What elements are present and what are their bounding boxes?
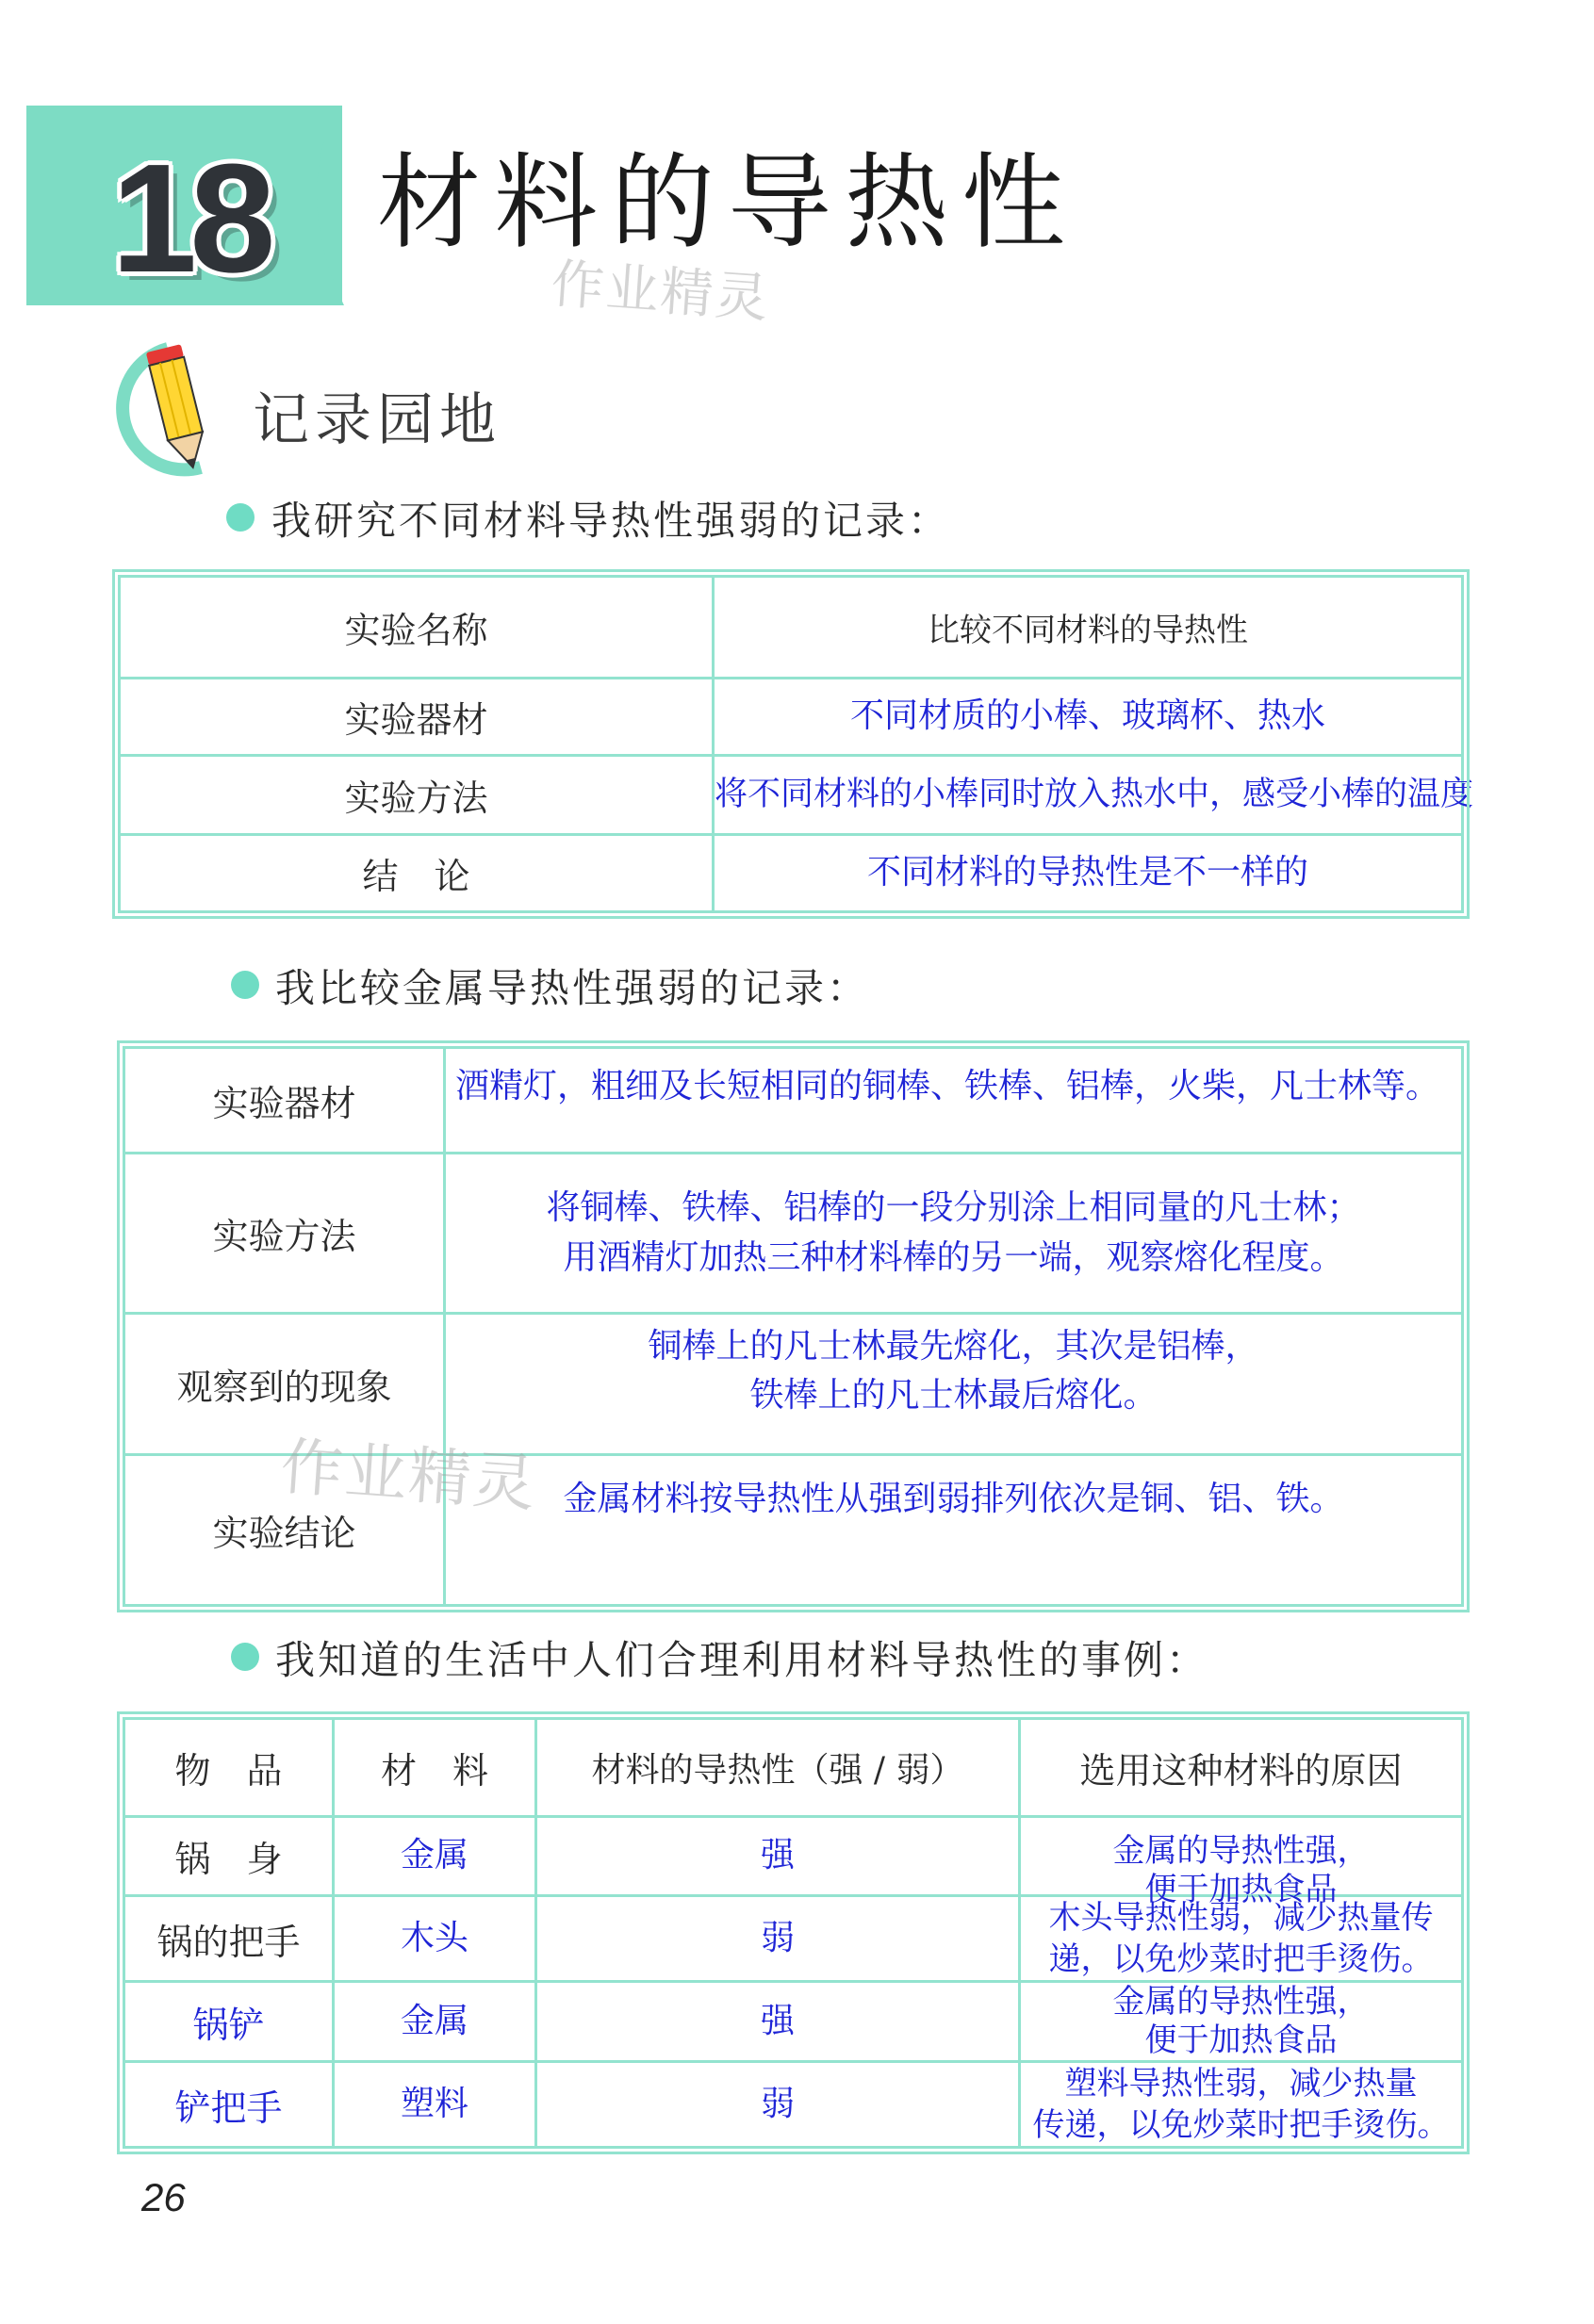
reason-line: 便于加热食品 (1144, 1870, 1338, 1908)
example-table (123, 1717, 1464, 2149)
column-header: 材 料 (334, 1719, 536, 1817)
row-label: 实验器材 (120, 679, 714, 756)
table-header-row (124, 1719, 1463, 1817)
conductivity-cell: 弱 (536, 2061, 1020, 2147)
reason-line: 木头导热性弱，减少热量传 (1048, 1899, 1434, 1937)
item-cell: 铲把手 (124, 2061, 334, 2147)
column-header: 选用这种材料的原因 (1020, 1719, 1463, 1817)
row-label: 实验结论 (124, 1455, 445, 1606)
row-label: 结 论 (120, 835, 714, 912)
conductivity-cell: 强 (536, 1982, 1020, 2062)
answer-text (445, 1314, 1463, 1455)
row-label: 实验名称 (120, 577, 714, 679)
conductivity-cell: 强 (536, 1817, 1020, 1896)
experiment-table-2 (123, 1046, 1464, 1607)
chapter-number: 18 (111, 132, 269, 304)
answer-text: 不同材料的导热性是不一样的 (714, 835, 1463, 912)
reason-cell (1020, 1896, 1463, 1982)
bullet-icon (231, 1643, 259, 1671)
answer-text: 将不同材料的小棒同时放入热水中，感受小棒的温度 (714, 756, 1463, 835)
watermark: 作业精灵 (549, 253, 772, 331)
pencil-icon (111, 337, 238, 479)
title-band-edge (283, 106, 386, 305)
table-row (124, 1982, 1463, 2062)
reason-line: 金属的导热性强， (1112, 1831, 1370, 1870)
page-title: 材料的导热性 (377, 142, 1078, 263)
answer-text: 金属材料按导热性从强到弱排列依次是铜、铝、铁。 (445, 1455, 1463, 1606)
page-number: 26 (141, 2175, 186, 2219)
table1-intro: 我研究不同材料导热性强弱的记录： (271, 498, 951, 544)
material-cell: 木头 (334, 1896, 536, 1982)
row-label: 实验方法 (120, 756, 714, 835)
item-cell: 锅 身 (124, 1817, 334, 1896)
watermark: 作业精灵 (278, 1430, 539, 1521)
table-row (120, 835, 1463, 912)
table-row (120, 679, 1463, 756)
row-label: 实验器材 (124, 1048, 445, 1154)
answer-text: 不同材质的小棒、玻璃杯、热水 (714, 679, 1463, 756)
table-row (120, 756, 1463, 835)
section-title: 记录园地 (253, 387, 501, 453)
bullet-icon (231, 971, 259, 999)
table-row (124, 1154, 1463, 1314)
table3-intro: 我知道的生活中人们合理利用材料导热性的事例： (275, 1637, 1209, 1683)
reason-line: 便于加热食品 (1144, 2021, 1338, 2060)
reason-cell (1020, 1982, 1463, 2062)
row-value: 比较不同材料的导热性 (714, 577, 1463, 679)
item-cell: 锅铲 (124, 1982, 334, 2062)
reason-line: 传递，以免炒菜时把手烫伤。 (1032, 2106, 1450, 2145)
conductivity-cell: 弱 (536, 1896, 1020, 1982)
experiment-table-1 (118, 575, 1474, 913)
column-header: 物 品 (124, 1719, 334, 1817)
material-cell: 塑料 (334, 2061, 536, 2147)
table2-intro: 我比较金属导热性强弱的记录： (275, 965, 870, 1011)
table-row (124, 1896, 1463, 1982)
table-row (120, 577, 1463, 679)
answer-text (445, 1154, 1463, 1314)
bullet-icon (226, 503, 255, 532)
answer-line: 用酒精灯加热三种材料棒的另一端，观察熔化程度。 (563, 1237, 1344, 1277)
answer-line: 铁棒上的凡士林最后熔化。 (749, 1376, 1158, 1416)
reason-cell (1020, 2061, 1463, 2147)
answer-line: 将铜棒、铁棒、铝棒的一段分别涂上相同量的凡士林； (546, 1188, 1361, 1228)
reason-cell (1020, 1817, 1463, 1908)
table-row (124, 1817, 1463, 1896)
column-header: 材料的导热性（强 / 弱） (536, 1719, 1020, 1817)
material-cell: 金属 (334, 1817, 536, 1896)
table-row (124, 1048, 1463, 1154)
reason-line: 塑料导热性弱，减少热量 (1064, 2064, 1418, 2103)
reason-line: 递，以免炒菜时把手烫伤。 (1048, 1940, 1434, 1979)
answer-text: 酒精灯，粗细及长短相同的铜棒、铁棒、铝棒，火柴，凡士林等。 (445, 1048, 1463, 1154)
row-label: 观察到的现象 (124, 1314, 445, 1455)
row-label: 实验方法 (124, 1154, 445, 1314)
table-row (124, 2061, 1463, 2147)
reason-line: 金属的导热性强， (1112, 1983, 1370, 2021)
answer-line: 铜棒上的凡士林最先熔化，其次是铝棒， (648, 1327, 1259, 1366)
item-cell: 锅的把手 (124, 1896, 334, 1982)
material-cell: 金属 (334, 1982, 536, 2062)
